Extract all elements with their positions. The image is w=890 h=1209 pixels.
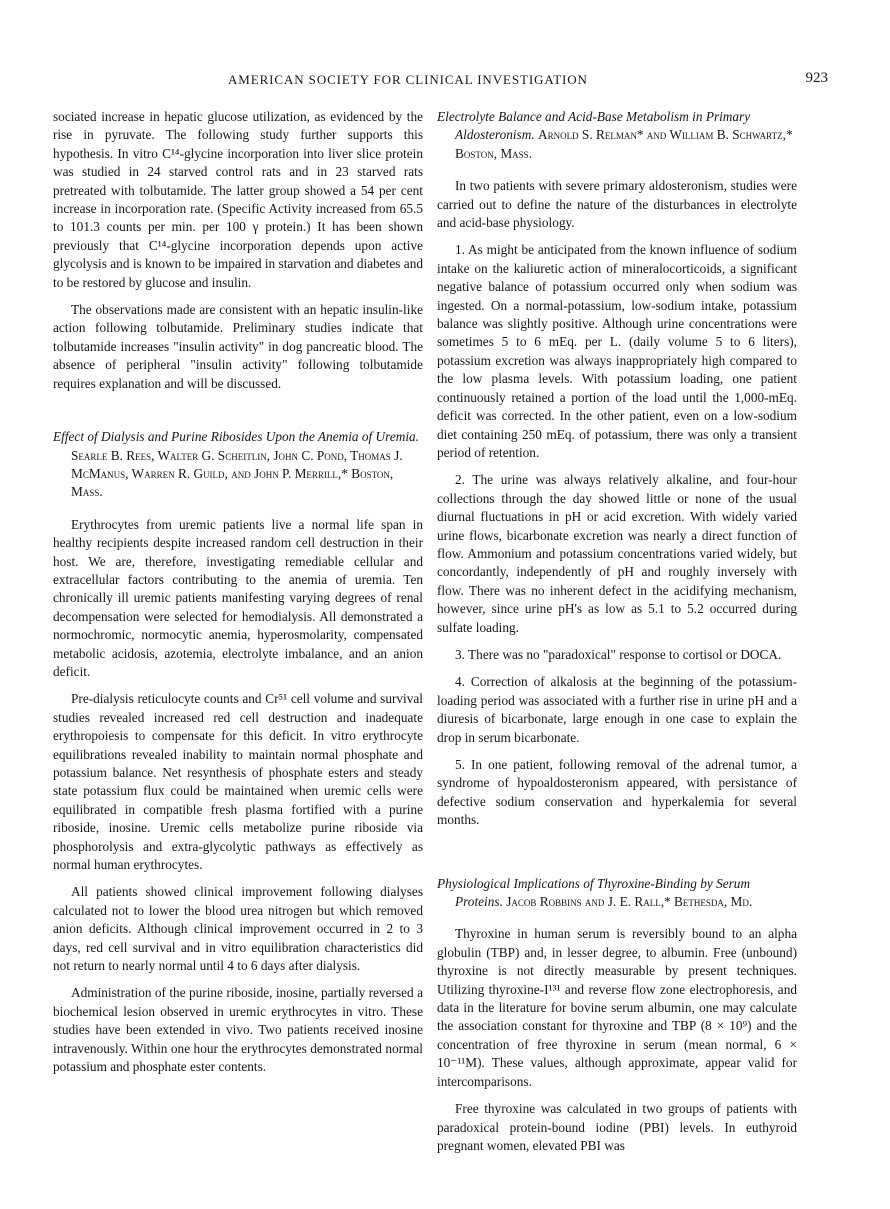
body-paragraph: 2. The urine was always relatively alkaline, and four-hour collections through the day showed little or none of the usual diurnal fluctuations in pH or acid excretion. With widely varied urine flows, bicarbonate excretion was nearly a direct function of flow. Ammonium and potassium concentrations varied widely, but concordantly, independently of pH and roughly inversely with flow. There was no inherent defect in the acidifying mechanism, however, since urine pH's as low as 5.1 to 5.2 occurred during sulfate loading. xyxy=(437,472,797,635)
body-paragraph: 4. Correction of alkalosis at the beginning of the potassium-loading period was associated with a further rise in urine pH and a diuresis of bicarbonate, large enough in one case to explain the drop in serum bicarbonate. xyxy=(437,674,797,745)
abstract-authors: Searle B. Rees, Walter G. Scheitlin, John C. Pond, Thomas J. McManus, Warren R. Guild, and John P. Merrill,* Boston, Mass. xyxy=(71,447,403,500)
body-paragraph: Administration of the purine riboside, inosine, partially reversed a biochemical lesion observed in uremic erythrocytes in vitro. These studies have been extended in vivo. Two patients received inosine intravenously. Within one hour the erythrocytes demonstrated normal potassium and phosphate ester contents. xyxy=(53,985,423,1075)
continued-paragraph: sociated increase in hepatic glucose utilization, as evidenced by the rise in pyruvate. The following study further supports this hypothesis. In vitro C¹⁴-glycine incorporation into liver slice protein was studied in 24 starved control rats and in 23 starved rats pretreated with tolbutamide. The latter group showed a 54 per cent increase in incorporation rate. (Specific Activity increased from 65.5 to 101.3 counts per min. per 100 γ protein.) It has been shown previously that C¹⁴-glycine incorporation depends upon active glycolysis and is known to be impaired in starvation and diabetes and to be restored by glucose and insulin. xyxy=(53,109,423,290)
body-paragraph: 3. There was no "paradoxical" response to cortisol or DOCA. xyxy=(455,646,782,662)
abstract-heading-thyroxine xyxy=(437,875,797,912)
body-paragraph: Pre-dialysis reticulocyte counts and Cr⁵¹ cell volume and survival studies revealed increased red cell destruction and inadequate erythropoiesis to compensate for this deficit. In vitro erythrocyte equilibrations revealed inability to maintain normal phosphate and potassium balance. Net resynthesis of phosphate esters and steady state potassium flux could be maintained when uremic cells were equilibrated in compatible fresh plasma fortified with a purine riboside, inosine. Uremic cells metabolize purine riboside via phosphorolysis and extra-glycolytic pathways as effectively as normal human erythrocytes. xyxy=(53,691,423,873)
abstract-title: Physiological Implications of Thyroxine-Binding by Serum Proteins. xyxy=(437,875,751,910)
body-paragraph: In two patients with severe primary aldosteronism, studies were carried out to define the nature of the disturbances in electrolyte and acid-base physiology. xyxy=(437,178,797,231)
running-head: AMERICAN SOCIETY FOR CLINICAL INVESTIGATION xyxy=(228,72,588,87)
left-column xyxy=(53,108,423,1086)
body-paragraph: Free thyroxine was calculated in two groups of patients with paradoxical protein-bound iodine (PBI) levels. In euthyroid pregnant women, elevated PBI was xyxy=(437,1101,797,1153)
body-paragraph: Thyroxine in human serum is reversibly bound to an alpha globulin (TBP) and, in lesser degree, to albumin. Free (unbound) thyroxine is not directly measurable by present techniques. Utilizing thyroxine-I¹³¹ and reverse flow zone electrophoresis, and data in the literature for bovine serum albumin, one may calculate the association constant for thyroxine and TBP (8 × 10⁹) and the concentration of free thyroxine in serum (mean normal, 6 × 10⁻¹¹M). These values, although approximate, appear valid for intercomparisons. xyxy=(437,926,797,1089)
body-paragraph: 5. In one patient, following removal of the adrenal tumor, a syndrome of hypoaldosteronism appeared, with persistance of defective sodium conservation and hyperkalemia for several months. xyxy=(437,757,797,828)
abstract-authors: Arnold S. Relman* and William B. Schwartz,* Boston, Mass. xyxy=(455,127,793,161)
body-paragraph: Erythrocytes from uremic patients live a normal life span in healthy recipients despite increased random cell destruction in their host. We are, therefore, investigating remediable cellular and extracellular factors contributing to the anemia of uremia. Ten chronically ill uremic patients manifesting varying degrees of renal decompensation were selected for hemodialysis. All demonstrated a normochromic, normocytic anemia, hyperosmolarity, compensated metabolic acidosis, azotemia, electrolyte imbalance, and an anion deficit. xyxy=(53,516,423,679)
right-column xyxy=(437,108,797,1164)
body-paragraph: The observations made are consistent with an hepatic insulin-like action following tolbutamide. Preliminary studies indicate that tolbutamide increases "insulin activity" in dog pancreatic blood. The absence of peripheral "insulin activity" following tolbutamide requires explanation and will be discussed. xyxy=(53,302,423,391)
body-paragraph: All patients showed clinical improvement following dialyses calculated not to lower the blood urea nitrogen but which removed anion deficits. Although clinical improvement occurred in 2 to 3 days, red cell survival and in vitro equilibration characteristics did not return to nearly normal until 4 to 6 days after dialysis. xyxy=(53,884,423,974)
abstract-heading-dialysis xyxy=(53,428,423,502)
page-number: 923 xyxy=(805,70,828,86)
abstract-title: Effect of Dialysis and Purine Ribosides Upon the Anemia of Uremia. xyxy=(53,429,419,445)
abstract-title: Electrolyte Balance and Acid-Base Metabolism in Primary Aldosteronism. xyxy=(437,109,751,143)
abstract-heading-aldosteronism xyxy=(437,108,797,163)
body-paragraph: 1. As might be anticipated from the known influence of sodium intake on the kaliuretic action of mineralocorticoids, a significant negative balance of potassium occurred only when sodium was ingested. On a normal-potassium, low-sodium intake, potassium balance was slightly positive. Although urine concentrations were sometimes 5 to 6 mEq. per L. (daily volume 5 to 6 liters), potassium excretion was always inappropriately high compared to the low plasma levels. With potassium loading, one patient continuously retained a portion of the load until the 1,000-mEq. deficit was corrected. In the other patient, even on a low-sodium diet containing 250 mEq. of potassium, there was only a transient period of retention. xyxy=(437,242,797,460)
abstract-authors: Jacob Robbins and J. E. Rall,* Bethesda, Md. xyxy=(506,894,753,910)
